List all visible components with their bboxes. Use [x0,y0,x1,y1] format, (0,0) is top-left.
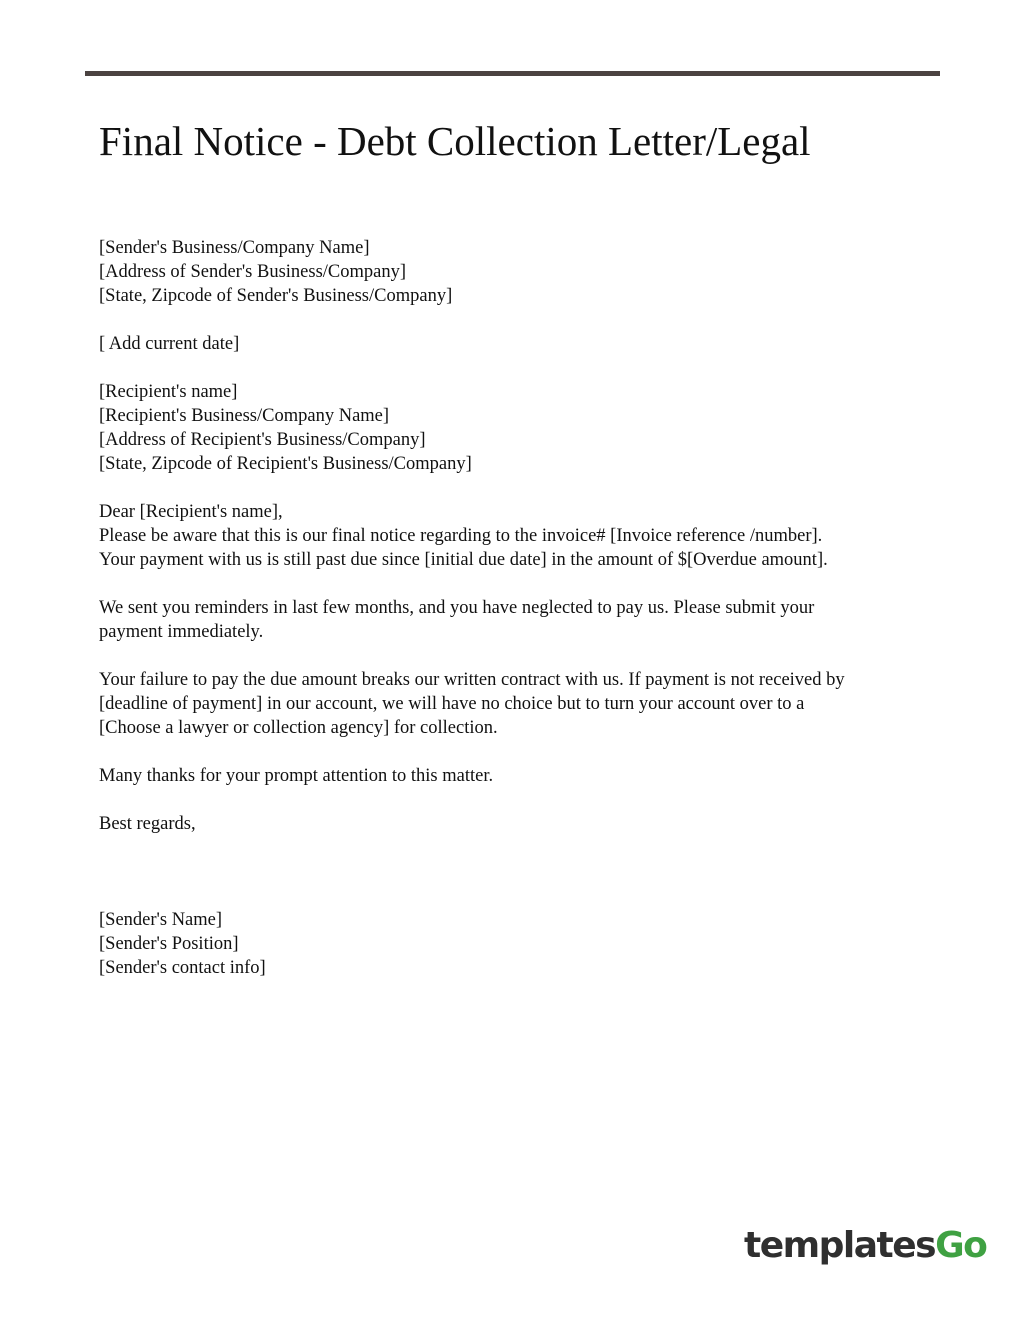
letter-body [99,236,939,1004]
paragraph-line: Your failure to pay the due amount breaks our written contract with us. If payment is not received by [99,670,845,690]
templatesgo-logo [744,1222,986,1270]
closing-block [99,812,939,836]
paragraph-line: [Choose a lawyer or collection agency] for collection. [99,718,498,738]
paragraph-line: Many thanks for your prompt attention to this matter. [99,766,494,786]
sender-company: [Sender's Business/Company Name] [99,238,370,258]
sender-state-zip: [State, Zipcode of Sender's Business/Company] [99,286,453,306]
recipient-address-block [99,380,939,476]
logo-text-templates: templates [744,1225,936,1266]
paragraph-line: We sent you reminders in last few months, and you have neglected to pay us. Please submit your [99,598,815,618]
signature-contact: [Sender's contact info] [99,958,266,978]
signature-position: [Sender's Position] [99,934,239,954]
sender-address: [Address of Sender's Business/Company] [99,262,407,282]
date-block [99,332,939,356]
signature-name: [Sender's Name] [99,910,223,930]
paragraph-line: Please be aware that this is our final notice regarding to the invoice# [Invoice reference /number]. [99,526,823,546]
top-divider [85,71,940,76]
signature-space [99,860,939,908]
sender-address-block [99,236,939,308]
recipient-address: [Address of Recipient's Business/Company] [99,430,426,450]
signature-block [99,908,939,980]
paragraph-line: [deadline of payment] in our account, we will have no choice but to turn your account over to a [99,694,805,714]
recipient-company: [Recipient's Business/Company Name] [99,406,390,426]
closing: Best regards, [99,814,196,834]
paragraph-reminders [99,596,939,644]
paragraph-line: Your payment with us is still past due since [initial due date] in the amount of $[Overdue amount]. [99,550,828,570]
recipient-name: [Recipient's name] [99,382,238,402]
paragraph-thanks [99,764,939,788]
letter-date: [ Add current date] [99,334,240,354]
recipient-state-zip: [State, Zipcode of Recipient's Business/Company] [99,454,472,474]
paragraph-contract [99,668,939,740]
salutation: Dear [Recipient's name], [99,502,283,522]
logo-text-go: Go [935,1225,987,1266]
paragraph-line: payment immediately. [99,622,264,642]
document-title: Final Notice - Debt Collection Letter/Legal [99,118,811,164]
paragraph-notice [99,500,939,572]
